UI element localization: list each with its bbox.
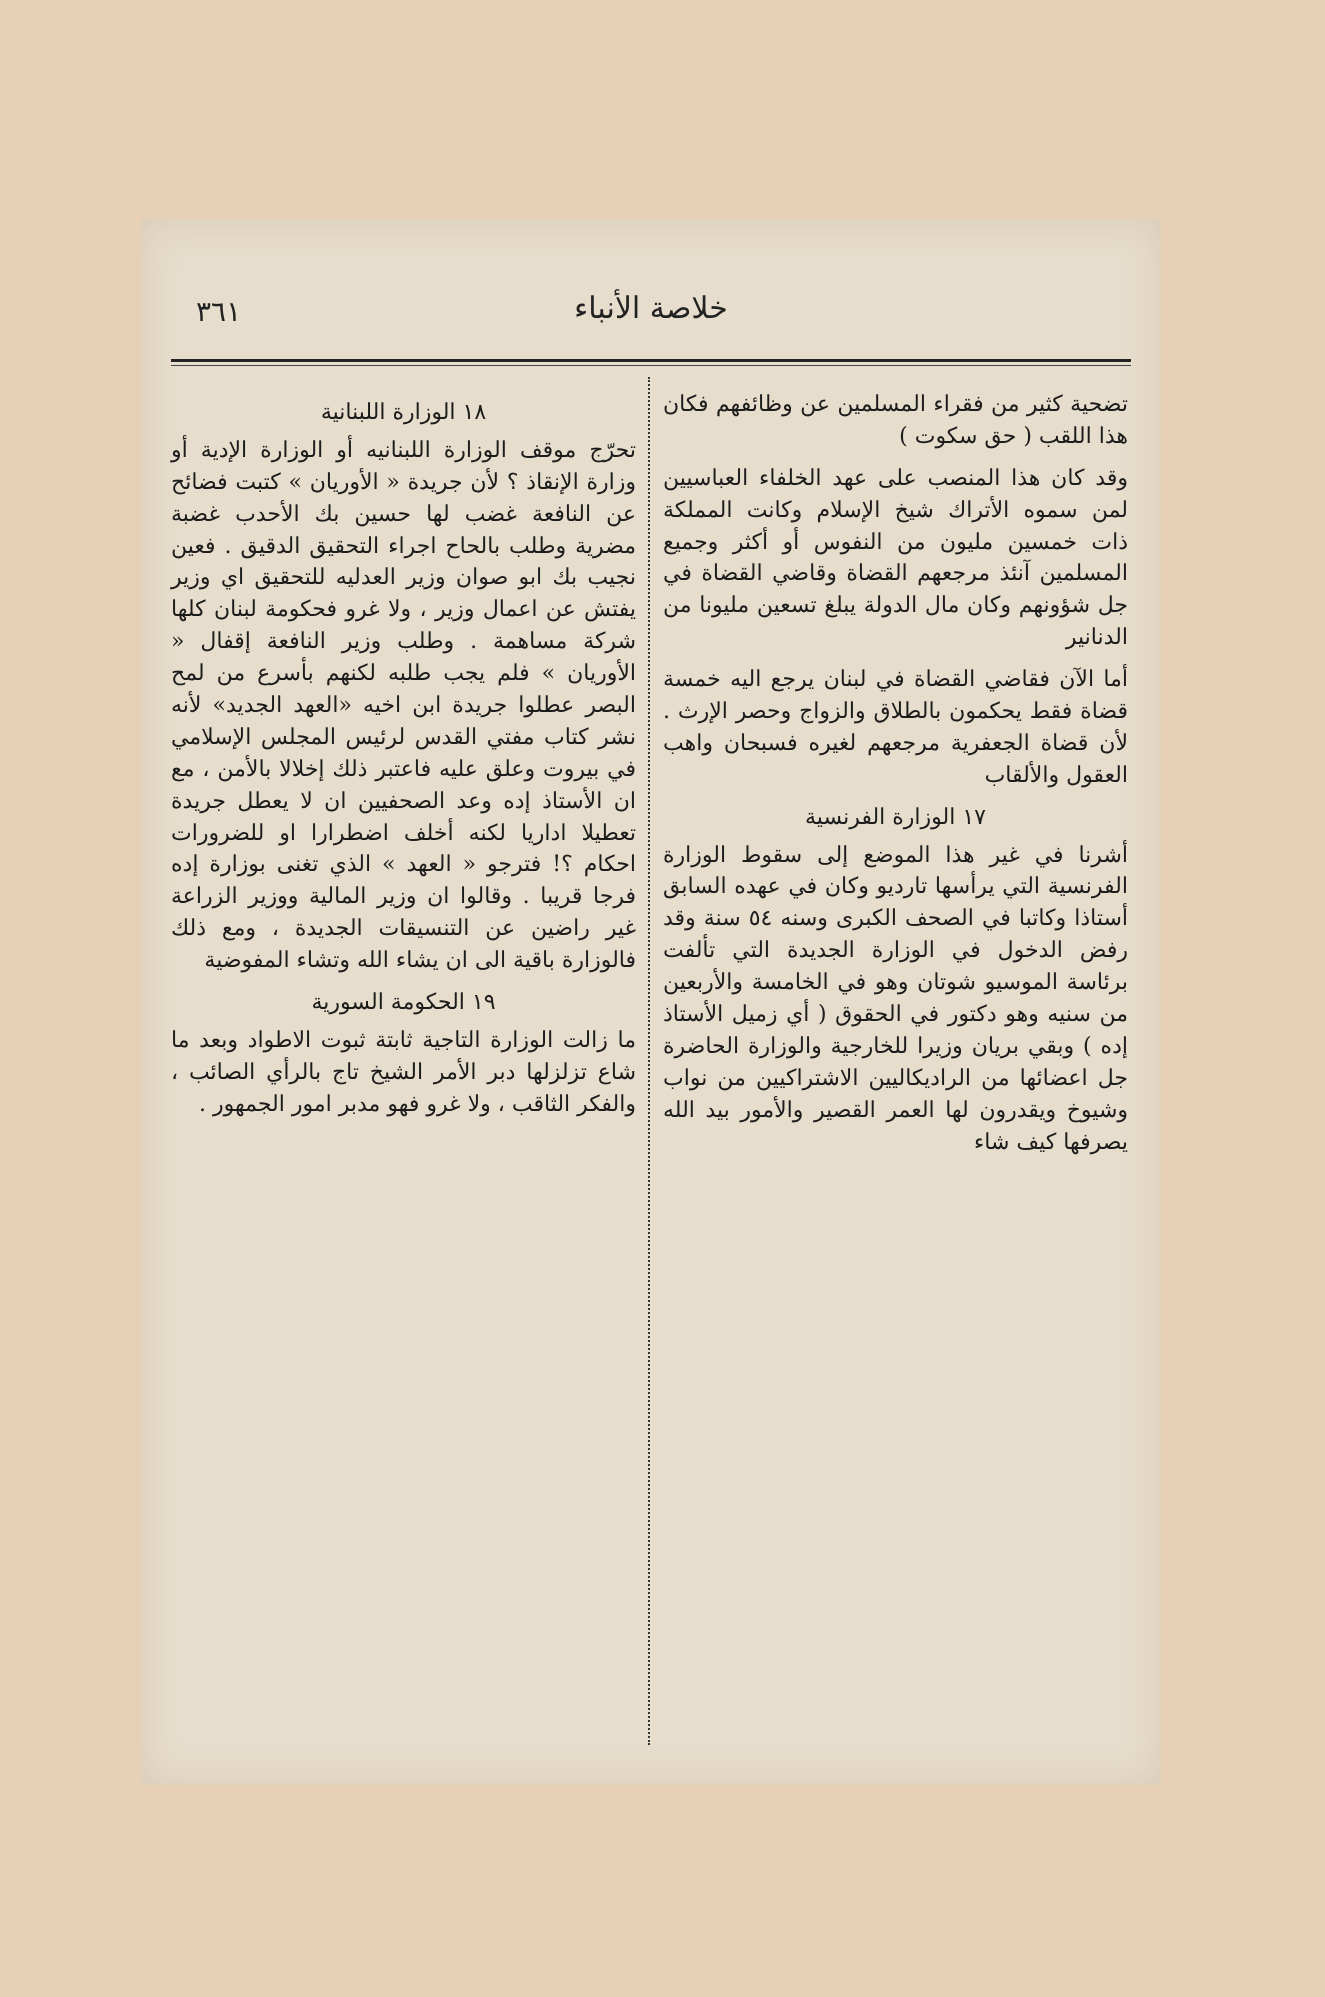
page-header (141, 219, 1161, 354)
section-heading: ١٨ الوزارة اللبنانية (320, 400, 487, 425)
paragraph: أما الآن فقاضي القضاة في لبنان يرجع اليه خمسة قضاة فقط يحكمون بالطلاق والزواج وحصر الإرث . لأن قضاة الجعفرية مرجعهم لغيره فسبحان واهب العقول والألقاب (663, 667, 1128, 788)
column-divider (648, 377, 650, 1745)
page-number: ٣٦١ (196, 295, 242, 328)
paragraph: تضحية كثير من فقراء المسلمين عن وظائفهم فكان هذا اللقب ( حق سكوت ) (663, 392, 1128, 449)
paragraph: ما زالت الوزارة التاجية ثابتة ثبوت الاطواد وبعد ما شاع تزلزلها دبر الأمر الشيخ تاج بالرأي الصائب ، والفكر الثاقب ، ولا غرو فهو مدبر امور الجمهور . (171, 1027, 636, 1117)
paragraph: وقد كان هذا المنصب على عهد الخلفاء العباسيين لمن سموه الأتراك شيخ الإسلام وكانت المملكة ذات خمسين مليون من النفوس أو أكثر وجميع المسلمين آنئذ مرجعهم القضاة وقاضي القضاة في جل شؤونهم وكان مال الدولة يبلغ تسعين مليونا من الدنانير (663, 465, 1128, 651)
running-title: خلاصة الأنباء (574, 291, 728, 326)
section-heading: ١٩ الحكومة السورية (311, 990, 496, 1016)
paragraph: أشرنا في غير هذا الموضع إلى سقوط الوزارة الفرنسية التي يرأسها تارديو وكان في عهده السابق أستاذا وكاتبا في الصحف الكبرى وسنه ٥٤ سنة وقد رفض الدخول في الوزارة الجديدة التي تألفت برئاسة الموسيو شوتان وهو في الخامسة والأربعين من سنيه وهو دكتور في الحقوق ( أي زميل الأستاذ إده ) وبقي بريان وزيرا للخارجية والوزارة الحاضرة جل اعضائها من الراديكاليين الاشتراكيين من نواب وشيوخ ويقدرون لها العمر القصير والأمور بيد الله يصرفها كيف شاء (663, 842, 1128, 1155)
left-column (171, 389, 636, 1131)
header-rule-thin (171, 365, 1131, 366)
header-rule (171, 359, 1131, 362)
right-column (663, 389, 1128, 1168)
paragraph: تحرّج موقف الوزارة اللبنانيه أو الوزارة الإدية أو وزارة الإنقاذ ؟ لأن جريدة « الأوريان » كتبت فضائح عن النافعة غضب لها حسين بك الأحدب غضبة مضرية وطلب بالحاح اجراء التحقيق الدقيق . فعين نجيب بك ابو صوان وزير العدليه للتحقيق اي وزير يفتش عن اعمال وزير ، ولا غرو فحكومة لبنان كلها شركة مساهمة . وطلب وزير النافعة إقفال « الأوريان » فلم يجب طلبه لكنهم بأسرع من لمح البصر عطلوا جريدة ابن اخيه «العهد الجديد» لأنه نشر كتاب مفتي القدس لرئيس المجلس الإسلامي في بيروت وعلق عليه فاعتبر ذلك إخلالا بالأمن ، مع ان الأستاذ إده وعد الصحفيين ان لا يعطل جريدة تعطيلا اداريا لكنه أخلف اضطرارا او للضرورات احكام ؟! فترجو « العهد » الذي تغنى بوزارة إده فرجا قريبا . وقالوا ان وزير المالية ووزير الزراعة غير راضين عن التنسيقات الجديدة ، ومع ذلك فالوزارة باقية الى ان يشاء الله وتشاء المفوضية (171, 437, 636, 974)
book-page (141, 219, 1161, 1785)
section-heading: ١٧ الوزارة الفرنسية (805, 804, 986, 830)
